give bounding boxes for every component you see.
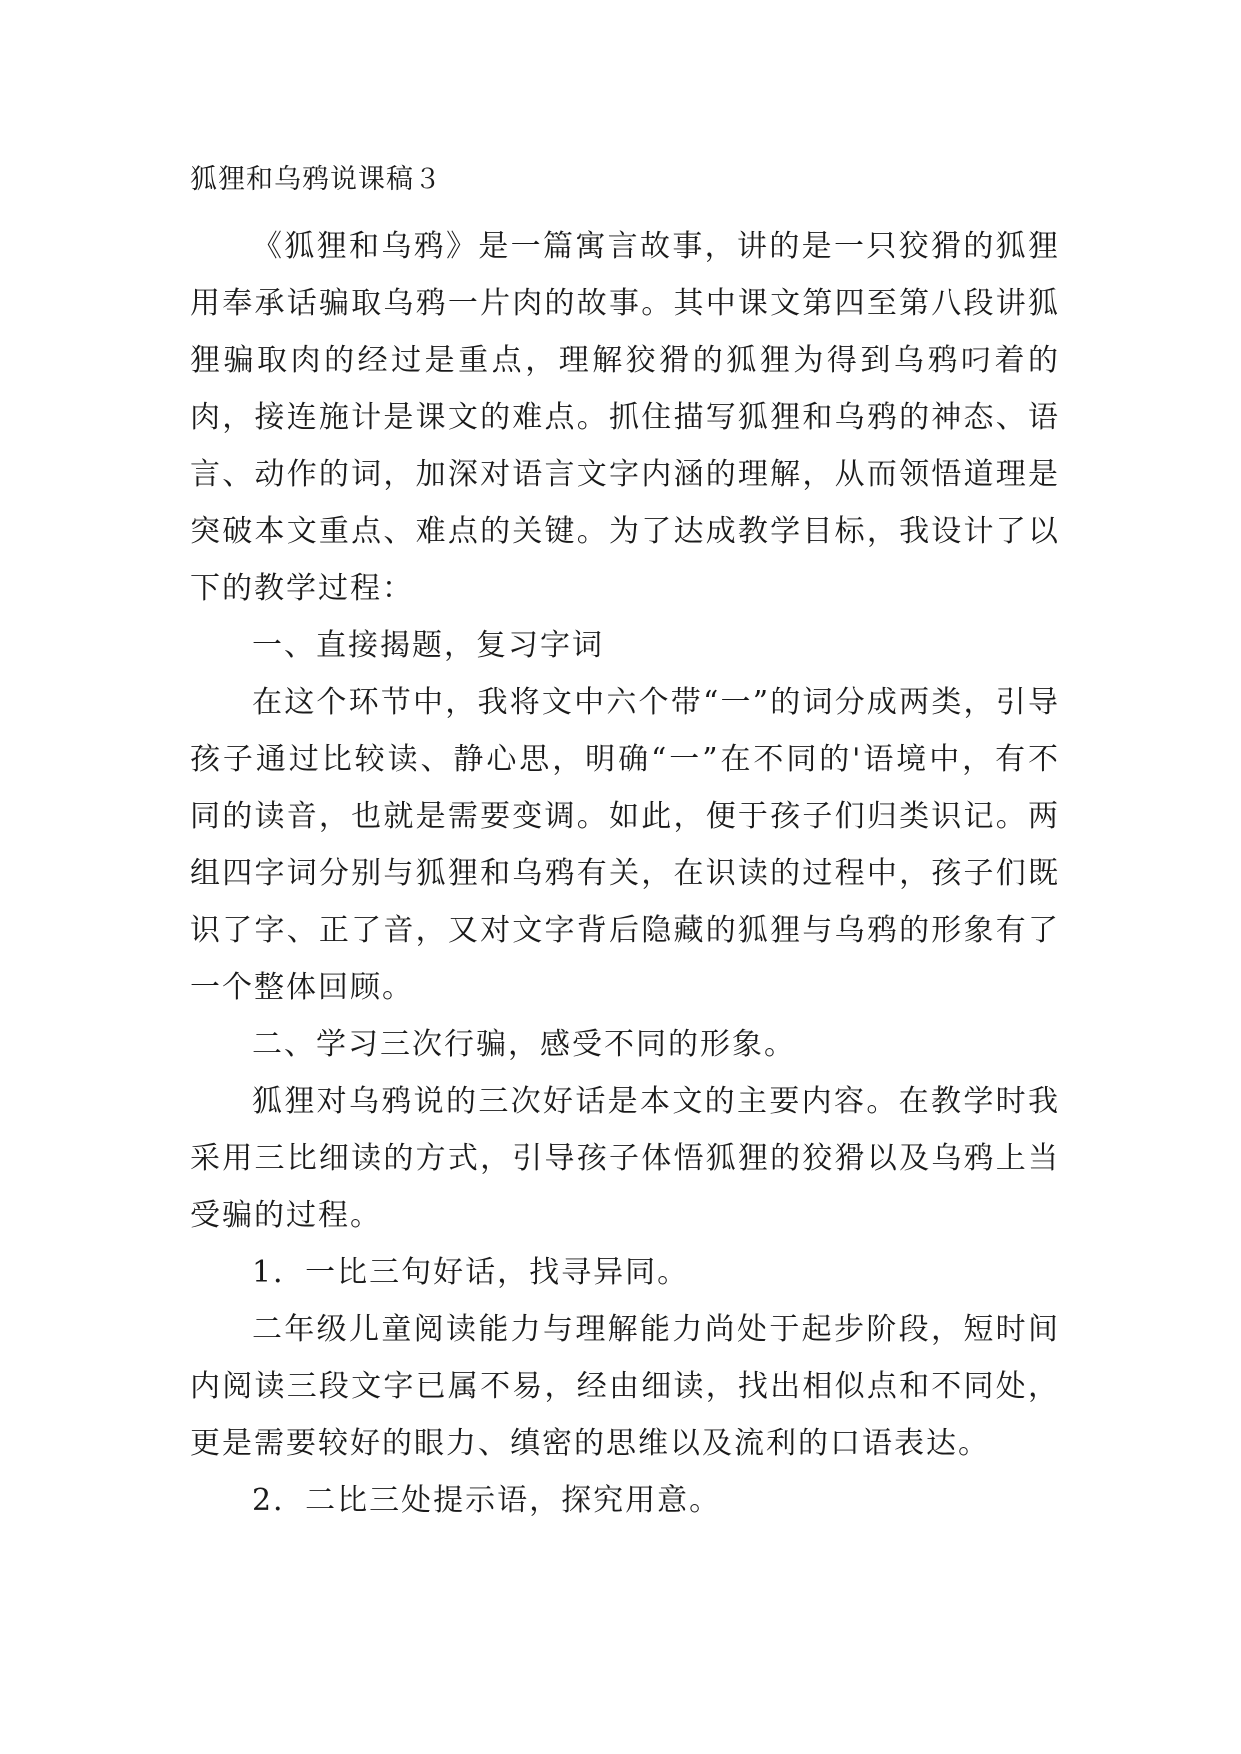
section-heading-1: 一、直接揭题，复习字词 (252, 628, 604, 663)
paragraph-subsection-1: 二年级儿童阅读能力与理解能力尚处于起步阶段，短时间内阅读三段文字已属不易，经由细读，找出相似点和不同处，更是需要较好的眼力、缜密的思维以及流利的口语表达。 (190, 1312, 1060, 1461)
section-heading-2: 二、学习三次行骗，感受不同的形象。 (252, 1027, 796, 1062)
subsection-heading-2: 2．二比三处提示语，探究用意。 (252, 1483, 722, 1518)
paragraph-section-2: 狐狸对乌鸦说的三次好话是本文的主要内容。在教学时我采用三比细读的方式，引导孩子体悟狐狸的狡猾以及乌鸦上当受骗的过程。 (190, 1084, 1060, 1233)
paragraph-intro: 《狐狸和乌鸦》是一篇寓言故事，讲的是一只狡猾的狐狸用奉承话骗取乌鸦一片肉的故事。其中课文第四至第八段讲狐狸骗取肉的经过是重点，理解狡猾的狐狸为得到乌鸦叼着的肉，接连施计是课文的难点。抓住描写狐狸和乌鸦的神态、语言、动作的词，加深对语言文字内涵的理解，从而领悟道理是突破本文重点、难点的关键。为了达成教学目标，我设计了以下的教学过程： (190, 229, 1060, 606)
paragraph-section-1: 在这个环节中，我将文中六个带“一”的词分成两类，引导孩子通过比较读、静心思，明确“一”在不同的'语境中，有不同的读音，也就是需要变调。如此，便于孩子们归类识记。两组四字词分别与狐狸和乌鸦有关，在识读的过程中，孩子们既识了字、正了音，又对文字背后隐藏的狐狸与乌鸦的形象有了一个整体回顾。 (190, 685, 1060, 1005)
document-body (190, 160, 1060, 1529)
subsection-heading-1: 1．一比三句好话，找寻异同。 (252, 1255, 690, 1290)
document-title: 狐狸和乌鸦说课稿３ (190, 164, 442, 195)
